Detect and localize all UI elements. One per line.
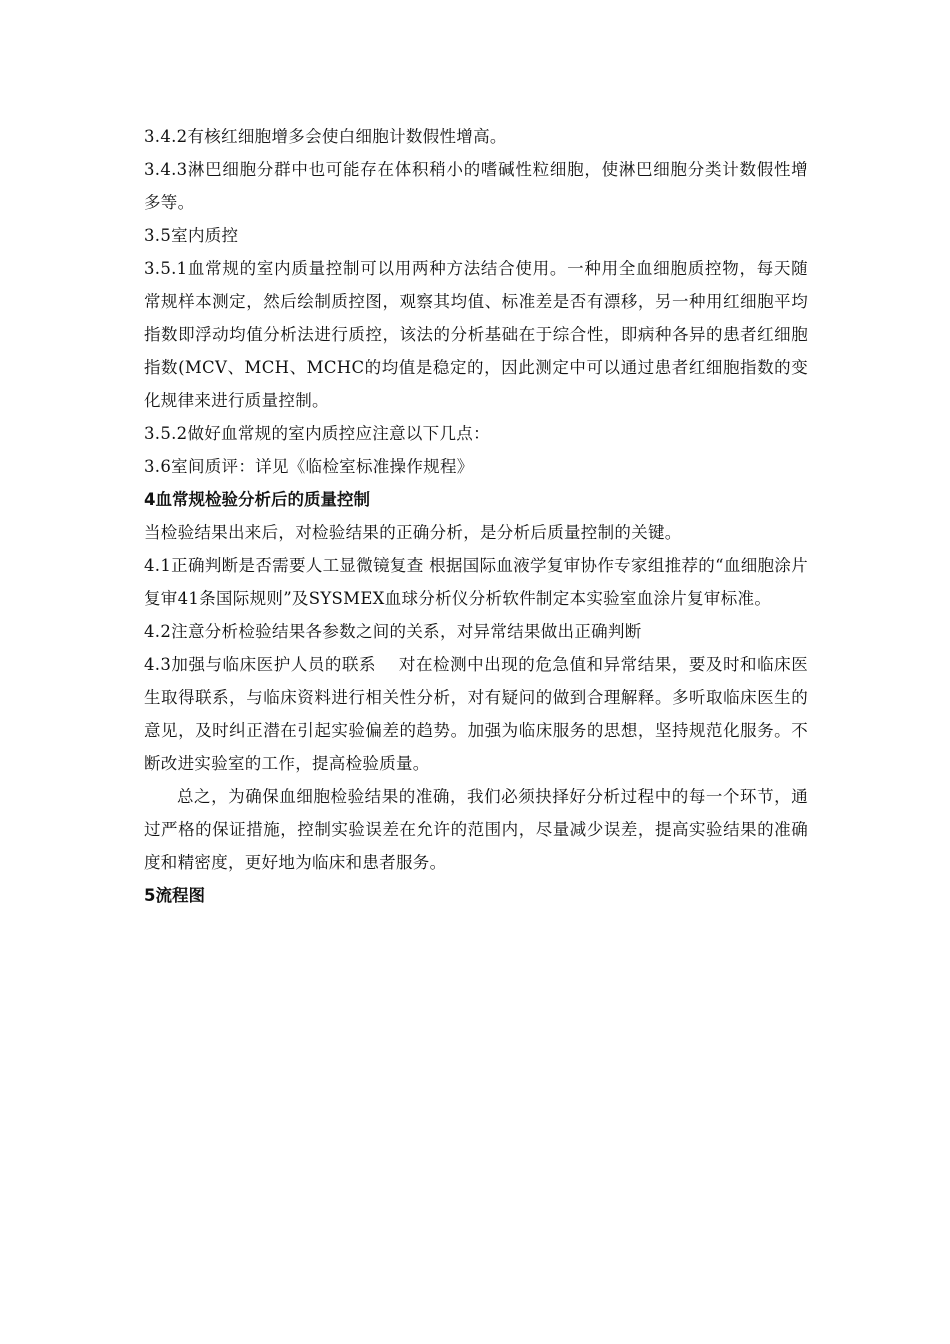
paragraph-conclusion: 总之，为确保血细胞检验结果的准确，我们必须抉择好分析过程中的每一个环节，通过严格的保证措施，控制实验误差在允许的范围内，尽量减少误差，提高实验结果的准确度和精密度，更好地为临床和患者服务。: [144, 787, 808, 872]
document-body: [144, 120, 808, 912]
paragraph-4-1: 4.1正确判断是否需要人工显微镜复查 根据国际血液学复审协作专家组推荐的“血细胞涂片复审41条国际规则”及SYSMEX血球分析仪分析软件制定本实验室血涂片复审标准。: [144, 556, 808, 608]
paragraph-3-6: 3.6室间质评：详见《临检室标准操作规程》: [144, 457, 474, 476]
paragraph-4-2: 4.2注意分析检验结果各参数之间的关系，对异常结果做出正确判断: [144, 622, 642, 641]
heading-section-4: 4血常规检验分析后的质量控制: [144, 490, 370, 509]
paragraph-section-4-intro: 当检验结果出来后，对检验结果的正确分析，是分析后质量控制的关键。: [144, 523, 682, 542]
paragraph-3-4-3: 3.4.3淋巴细胞分群中也可能存在体积稍小的嗜碱性粒细胞，使淋巴细胞分类计数假性增多等。: [144, 160, 808, 212]
paragraph-3-4-2: 3.4.2有核红细胞增多会使白细胞计数假性增高。: [144, 127, 507, 146]
heading-section-5: 5流程图: [144, 886, 205, 905]
paragraph-4-3: 4.3加强与临床医护人员的联系 对在检测中出现的危急值和异常结果，要及时和临床医生取得联系，与临床资料进行相关性分析，对有疑问的做到合理解释。多听取临床医生的意见，及时纠正潜在引起实验偏差的趋势。加强为临床服务的思想，坚持规范化服务。不断改进实验室的工作，提高检验质量。: [144, 655, 808, 773]
section-title-3-5: 3.5室内质控: [144, 226, 239, 245]
paragraph-3-5-2: 3.5.2做好血常规的室内质控应注意以下几点：: [144, 424, 490, 443]
paragraph-3-5-1: 3.5.1血常规的室内质量控制可以用两种方法结合使用。一种用全血细胞质控物，每天随常规样本测定，然后绘制质控图，观察其均值、标准差是否有漂移，另一种用红细胞平均指数即浮动均值分析法进行质控，该法的分析基础在于综合性，即病种各异的患者红细胞指数(MCV、MCH、MCHC的均值是稳定的，因此测定中可以通过患者红细胞指数的变化规律来进行质量控制。: [144, 259, 808, 410]
